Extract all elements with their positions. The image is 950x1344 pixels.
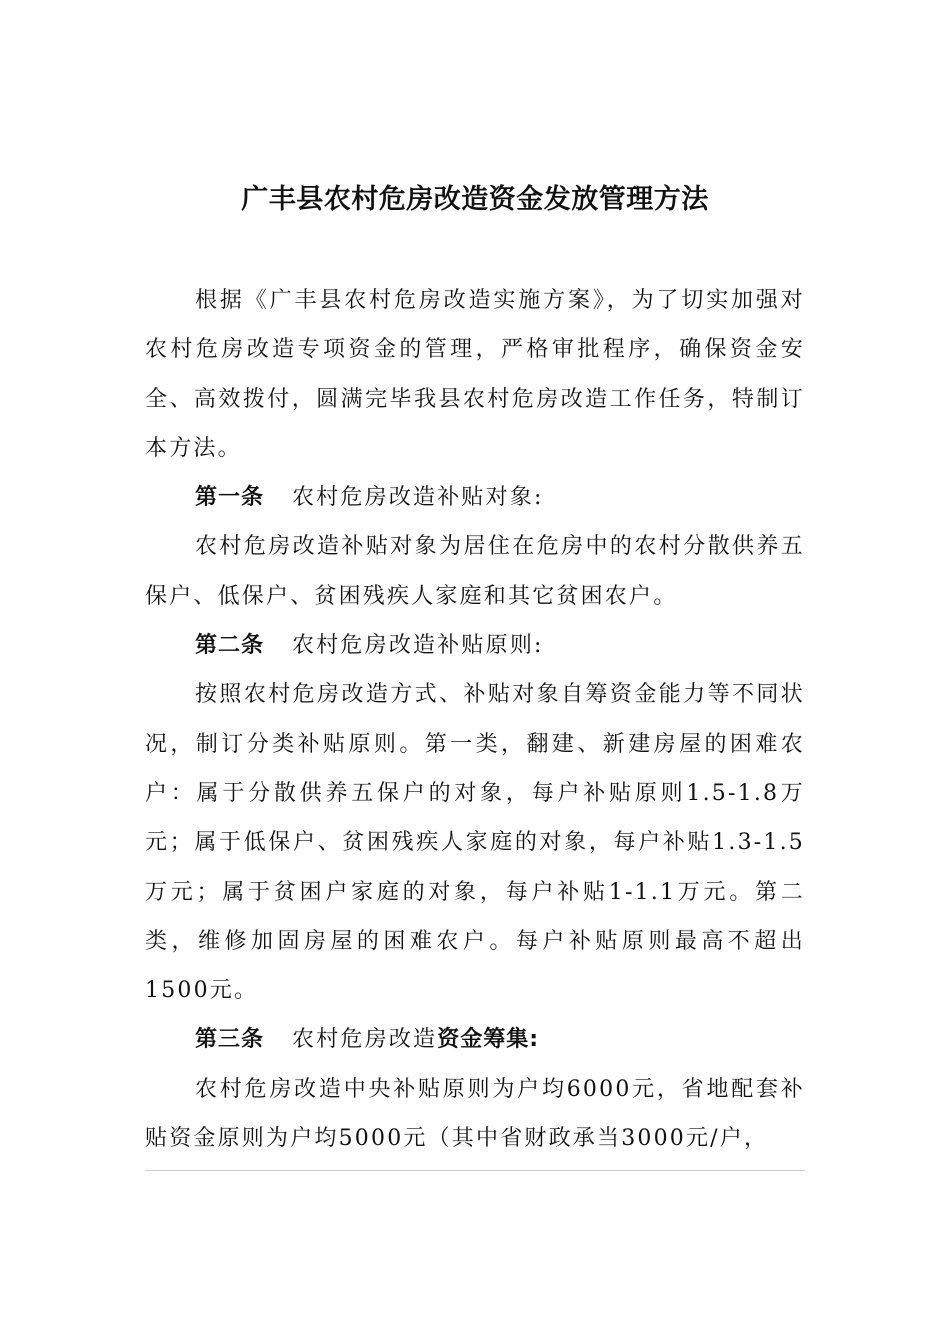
page-bottom-rule	[145, 1170, 805, 1171]
article-2-body: 按照农村危房改造方式、补贴对象自筹资金能力等不同状况，制订分类补贴原则。第一类，翻建、新建房屋的困难农户：属于分散供养五保户的对象，每户补贴原则1.5-1.8万元；属于低保户、贫困残疾人家庭的对象，每户补贴1.3-1.5万元；属于贫困户家庭的对象，每户补贴1-1.1万元。第二类，维修加固房屋的困难农户。每户补贴原则最高不超出1500元。	[145, 682, 805, 1004]
article-2-heading	[145, 621, 805, 670]
intro-paragraph: 根据《广丰县农村危房改造实施方案》，为了切实加强对农村危房改造专项资金的管理，严格审批程序，确保资金安全、高效拨付，圆满完毕我县农村危房改造工作任务，特制订本方法。	[145, 288, 805, 461]
article-3-title: 农村危房改造	[292, 1027, 438, 1053]
article-2-number: 第二条	[195, 633, 265, 659]
article-3-title-bold: 资金筹集:	[437, 1027, 540, 1053]
document-title: 广丰县农村危房改造资金发放管理方法	[241, 184, 709, 215]
article-3-heading	[145, 1015, 805, 1064]
article-1-title: 农村危房改造补贴对象:	[292, 485, 544, 511]
article-1-heading	[145, 473, 805, 522]
document-body	[145, 276, 805, 1163]
article-3-number: 第三条	[195, 1027, 265, 1053]
article-2-title: 农村危房改造补贴原则:	[292, 633, 544, 659]
article-1-number: 第一条	[195, 485, 265, 511]
article-3-body: 农村危房改造中央补贴原则为户均6000元，省地配套补贴资金原则为户均5000元（其中省财政承当3000元/户，	[145, 1076, 805, 1152]
article-1-body: 农村危房改造补贴对象为居住在危房中的农村分散供养五保户、低保户、贫困残疾人家庭和其它贫困农户。	[145, 534, 805, 609]
